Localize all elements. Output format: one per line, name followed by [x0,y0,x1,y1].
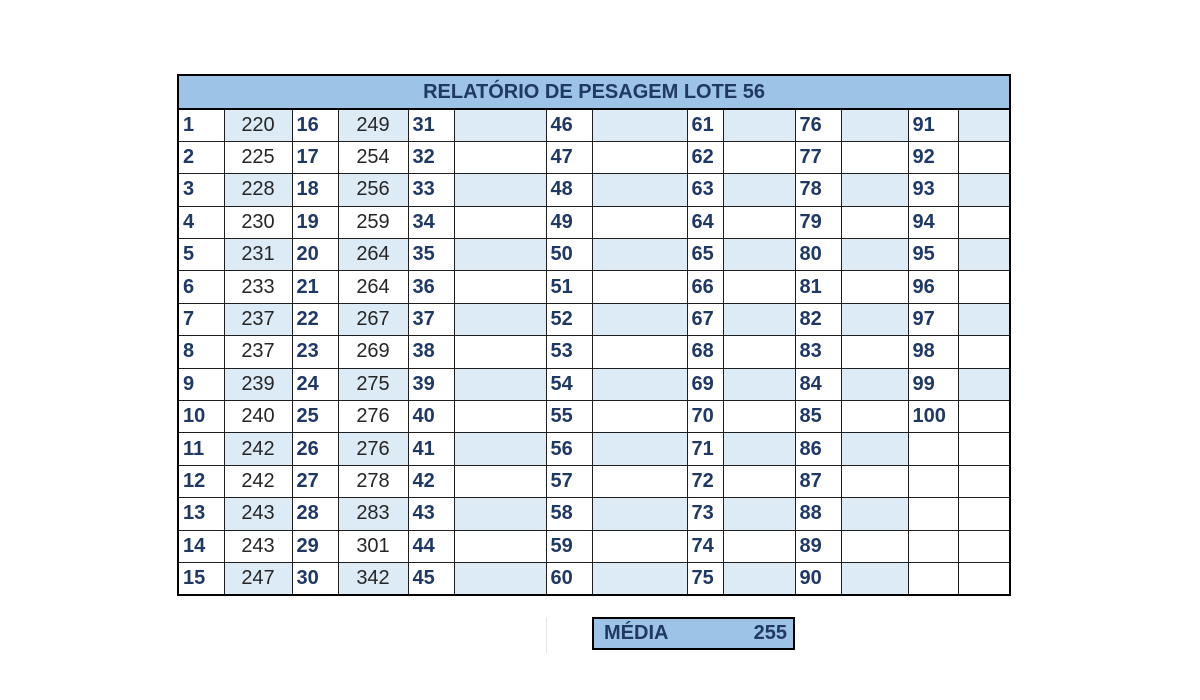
animal-number: 31 [408,109,454,141]
animal-number: 69 [687,368,723,400]
weight-cell [592,465,687,497]
table-row [178,401,1010,433]
table-row [178,174,1010,206]
animal-number: 99 [908,368,958,400]
weight-cell [958,303,1010,335]
animal-number: 39 [408,368,454,400]
animal-number: 28 [292,498,338,530]
weight-cell [958,174,1010,206]
weight-cell [454,336,546,368]
animal-number: 13 [178,498,224,530]
animal-number: 32 [408,141,454,173]
report-title: RELATÓRIO DE PESAGEM LOTE 56 [178,75,1010,109]
cell-divider [546,617,547,653]
weight-cell: 228 [224,174,292,206]
animal-number: 62 [687,141,723,173]
weight-cell: 220 [224,109,292,141]
weight-cell: 242 [224,433,292,465]
weight-cell [592,368,687,400]
weight-cell [592,239,687,271]
weight-cell [841,562,908,594]
animal-number: 14 [178,530,224,562]
weight-cell: 267 [338,303,408,335]
weight-cell [841,206,908,238]
average-value: 255 [753,622,787,644]
animal-number: 67 [687,303,723,335]
animal-number: 25 [292,401,338,433]
weight-cell: 239 [224,368,292,400]
table-row [178,433,1010,465]
weight-cell [454,530,546,562]
weight-cell [723,465,795,497]
weight-cell: 237 [224,303,292,335]
table-row [178,109,1010,141]
animal-number: 9 [178,368,224,400]
table-row [178,368,1010,400]
animal-number: 16 [292,109,338,141]
animal-number: 81 [795,271,841,303]
weight-cell [723,141,795,173]
weight-cell [841,465,908,497]
weighing-report-table [177,74,1011,596]
weight-cell [841,368,908,400]
animal-number: 18 [292,174,338,206]
animal-number: 49 [546,206,592,238]
animal-number [908,530,958,562]
weight-cell: 247 [224,562,292,594]
animal-number: 26 [292,433,338,465]
animal-number: 24 [292,368,338,400]
table-row [178,303,1010,335]
animal-number: 4 [178,206,224,238]
weight-cell [592,271,687,303]
weight-cell [592,206,687,238]
animal-number [908,562,958,594]
weight-cell: 231 [224,239,292,271]
animal-number: 21 [292,271,338,303]
weight-cell [958,465,1010,497]
weight-cell [841,433,908,465]
weight-cell [592,303,687,335]
weight-cell [454,465,546,497]
animal-number: 65 [687,239,723,271]
animal-number: 64 [687,206,723,238]
table-row [178,206,1010,238]
weight-cell: 243 [224,498,292,530]
animal-number: 36 [408,271,454,303]
animal-number: 11 [178,433,224,465]
animal-number: 73 [687,498,723,530]
animal-number: 75 [687,562,723,594]
animal-number: 80 [795,239,841,271]
animal-number: 72 [687,465,723,497]
weight-cell [592,109,687,141]
weight-cell [723,109,795,141]
weight-cell [958,401,1010,433]
animal-number: 1 [178,109,224,141]
animal-number: 84 [795,368,841,400]
animal-number: 94 [908,206,958,238]
animal-number: 29 [292,530,338,562]
weight-cell [723,303,795,335]
animal-number: 77 [795,141,841,173]
weight-cell: 254 [338,141,408,173]
weight-cell [592,401,687,433]
animal-number: 96 [908,271,958,303]
weight-cell [592,174,687,206]
weight-cell [723,433,795,465]
weight-cell [723,271,795,303]
animal-number: 78 [795,174,841,206]
animal-number: 76 [795,109,841,141]
animal-number: 59 [546,530,592,562]
animal-number: 86 [795,433,841,465]
animal-number [908,465,958,497]
weight-cell: 276 [338,401,408,433]
weight-cell: 283 [338,498,408,530]
animal-number: 70 [687,401,723,433]
animal-number: 30 [292,562,338,594]
weight-cell [723,498,795,530]
animal-number: 100 [908,401,958,433]
weight-cell [592,530,687,562]
animal-number: 15 [178,562,224,594]
animal-number: 93 [908,174,958,206]
animal-number: 53 [546,336,592,368]
animal-number: 40 [408,401,454,433]
average-box [592,617,795,650]
animal-number: 35 [408,239,454,271]
animal-number: 19 [292,206,338,238]
weight-cell [958,562,1010,594]
weight-cell [958,271,1010,303]
weight-cell [723,401,795,433]
weight-cell [723,206,795,238]
animal-number: 17 [292,141,338,173]
animal-number: 7 [178,303,224,335]
table-row [178,562,1010,594]
weight-cell [958,206,1010,238]
animal-number: 60 [546,562,592,594]
weight-cell [592,141,687,173]
weight-cell [723,368,795,400]
weight-cell [592,433,687,465]
weight-cell [454,498,546,530]
animal-number: 44 [408,530,454,562]
animal-number: 82 [795,303,841,335]
weights-grid [178,109,1010,595]
animal-number: 42 [408,465,454,497]
weight-cell [841,498,908,530]
animal-number: 95 [908,239,958,271]
weight-cell: 256 [338,174,408,206]
weight-cell [454,271,546,303]
animal-number: 83 [795,336,841,368]
weight-cell [454,303,546,335]
weight-cell: 342 [338,562,408,594]
weight-cell: 237 [224,336,292,368]
animal-number: 5 [178,239,224,271]
animal-number: 54 [546,368,592,400]
animal-number: 37 [408,303,454,335]
animal-number: 74 [687,530,723,562]
weight-cell [958,498,1010,530]
animal-number: 43 [408,498,454,530]
weight-cell [454,141,546,173]
animal-number: 50 [546,239,592,271]
animal-number: 47 [546,141,592,173]
table-row [178,336,1010,368]
animal-number: 92 [908,141,958,173]
weight-cell [592,498,687,530]
weight-cell [454,368,546,400]
weight-cell [841,303,908,335]
animal-number: 89 [795,530,841,562]
weight-cell [454,239,546,271]
weight-cell [958,433,1010,465]
weight-cell: 264 [338,271,408,303]
animal-number: 71 [687,433,723,465]
animal-number: 66 [687,271,723,303]
weight-cell [841,401,908,433]
weight-cell [723,530,795,562]
animal-number: 6 [178,271,224,303]
animal-number: 85 [795,401,841,433]
weight-cell: 233 [224,271,292,303]
weight-cell: 240 [224,401,292,433]
average-label: MÉDIA [604,622,669,644]
table-row [178,465,1010,497]
animal-number: 52 [546,303,592,335]
weight-cell [841,530,908,562]
table-row [178,141,1010,173]
animal-number: 68 [687,336,723,368]
animal-number: 97 [908,303,958,335]
animal-number: 41 [408,433,454,465]
animal-number: 12 [178,465,224,497]
animal-number: 2 [178,141,224,173]
table-row [178,530,1010,562]
weight-cell [841,336,908,368]
weight-cell [841,271,908,303]
animal-number: 27 [292,465,338,497]
animal-number: 55 [546,401,592,433]
animal-number [908,433,958,465]
weight-cell: 225 [224,141,292,173]
animal-number [908,498,958,530]
weight-cell: 275 [338,368,408,400]
weight-cell [841,239,908,271]
weight-cell [723,562,795,594]
animal-number: 51 [546,271,592,303]
animal-number: 90 [795,562,841,594]
weight-cell [958,368,1010,400]
weight-cell [592,336,687,368]
animal-number: 88 [795,498,841,530]
animal-number: 63 [687,174,723,206]
animal-number: 46 [546,109,592,141]
animal-number: 22 [292,303,338,335]
weight-cell: 230 [224,206,292,238]
animal-number: 57 [546,465,592,497]
animal-number: 79 [795,206,841,238]
weight-cell [454,206,546,238]
animal-number: 3 [178,174,224,206]
animal-number: 38 [408,336,454,368]
table-row [178,239,1010,271]
animal-number: 61 [687,109,723,141]
weight-cell: 278 [338,465,408,497]
weight-cell [958,141,1010,173]
animal-number: 58 [546,498,592,530]
weight-cell [454,401,546,433]
animal-number: 34 [408,206,454,238]
table-row [178,498,1010,530]
animal-number: 48 [546,174,592,206]
weight-cell: 276 [338,433,408,465]
weight-cell: 242 [224,465,292,497]
weight-cell [454,109,546,141]
animal-number: 20 [292,239,338,271]
weight-cell [454,174,546,206]
table-row [178,271,1010,303]
animal-number: 87 [795,465,841,497]
weight-cell [592,562,687,594]
animal-number: 10 [178,401,224,433]
weight-cell [454,433,546,465]
weight-cell: 243 [224,530,292,562]
weight-cell [958,336,1010,368]
weight-cell: 301 [338,530,408,562]
weight-cell [723,174,795,206]
animal-number: 91 [908,109,958,141]
weight-cell [958,530,1010,562]
animal-number: 33 [408,174,454,206]
weight-cell: 264 [338,239,408,271]
animal-number: 23 [292,336,338,368]
animal-number: 98 [908,336,958,368]
animal-number: 56 [546,433,592,465]
weight-cell: 249 [338,109,408,141]
weight-cell: 259 [338,206,408,238]
weight-cell [841,109,908,141]
weight-cell [841,174,908,206]
weight-cell [958,109,1010,141]
weight-cell [723,239,795,271]
weight-cell: 269 [338,336,408,368]
animal-number: 8 [178,336,224,368]
weight-cell [454,562,546,594]
weight-cell [723,336,795,368]
animal-number: 45 [408,562,454,594]
weight-cell [841,141,908,173]
weight-cell [958,239,1010,271]
